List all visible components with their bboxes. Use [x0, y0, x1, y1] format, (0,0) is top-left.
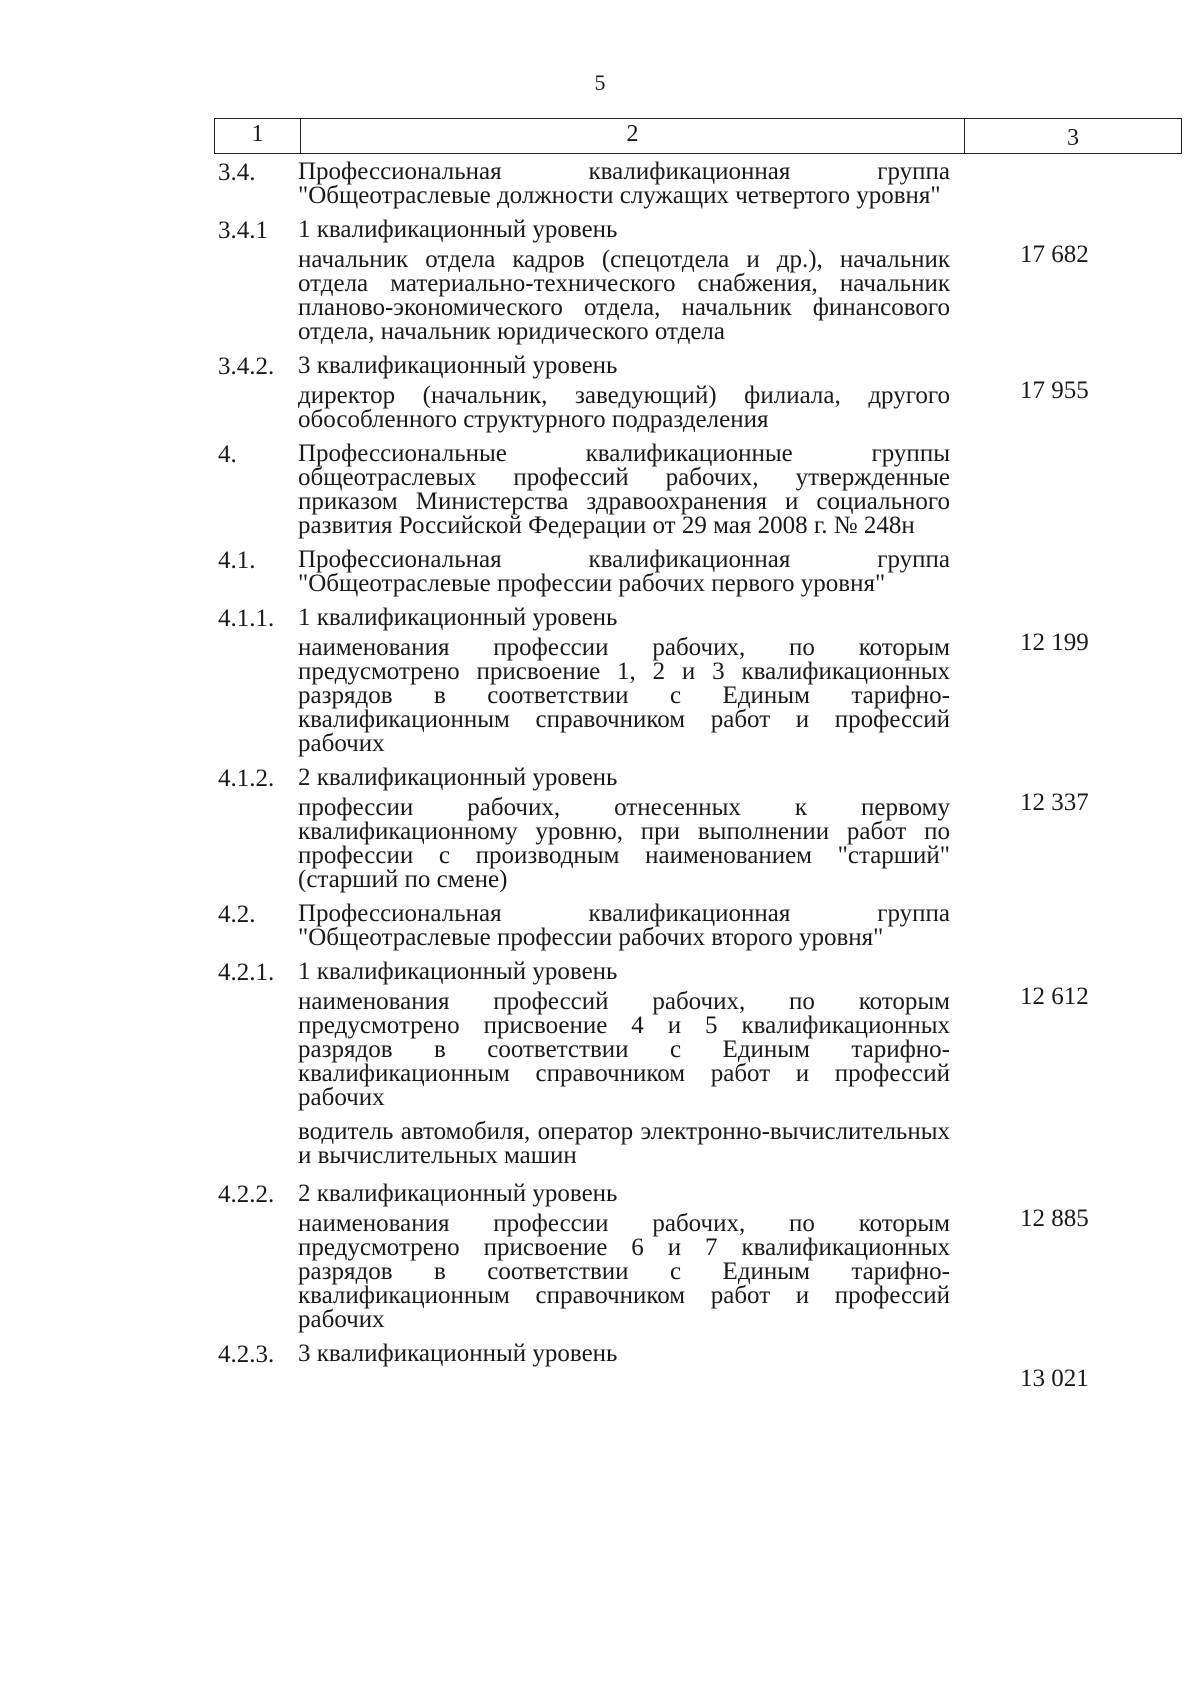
table-row	[0, 216, 1200, 268]
table-row	[0, 160, 1200, 208]
row-text: водитель автомобиля, оператор электронно-вычислительных и вычислительных машин	[298, 1118, 950, 1169]
row-text: 1 квалификационный уровень	[298, 604, 618, 631]
row-text: 3 квалификационный уровень	[298, 1340, 618, 1367]
table-row	[0, 902, 1200, 950]
row-text: Профессиональные квалификационные группы общеотраслевых профессий рабочих, утвержденные приказом Министерства здравоохранения и социального развития Российской Федерации от 29 мая 2008 г. № 248н	[298, 440, 950, 539]
page-number: 5	[594, 70, 606, 95]
row-number: 4.2.3.	[218, 1341, 275, 1368]
table-body	[0, 158, 1200, 1392]
row-text: Профессиональная квалификационная группа "Общеотраслевые должности служащих четвертого уровня"	[298, 158, 950, 209]
row-text: 2 квалификационный уровень	[298, 1180, 618, 1207]
table-header	[214, 118, 1182, 154]
table-row	[0, 958, 1200, 1010]
row-text: 3 квалификационный уровень	[298, 352, 618, 379]
row-number: 4.1.1.	[218, 605, 275, 632]
table-row	[0, 796, 1200, 892]
table-row	[0, 1180, 1200, 1232]
row-text: директор (начальник, заведующий) филиала, другого обособленного структурного подразделения	[298, 382, 950, 433]
table-row	[0, 604, 1200, 656]
row-text: начальник отдела кадров (спецотдела и др.), начальник отдела материально-технического снабжения, начальник планово-экономического отдела, начальник финансового отдела, начальник юридического отдела	[298, 246, 950, 345]
row-number: 3.4.1	[218, 217, 268, 244]
table-row	[0, 990, 1200, 1110]
row-number: 3.4.2.	[218, 353, 275, 380]
row-amount: 12 612	[1020, 983, 1089, 1010]
row-amount: 12 337	[1020, 789, 1089, 816]
row-text: 2 квалификационный уровень	[298, 764, 618, 791]
row-amount: 13 021	[1020, 1365, 1089, 1392]
row-number: 4.1.	[218, 547, 256, 574]
table-row	[0, 1212, 1200, 1332]
row-text: Профессиональная квалификационная группа "Общеотраслевые профессии рабочих первого уровня"	[298, 546, 950, 597]
row-amount: 12 885	[1020, 1205, 1089, 1232]
table-row	[0, 636, 1200, 756]
table-row	[0, 764, 1200, 816]
table-row	[0, 384, 1200, 432]
row-text: наименования профессии рабочих, по которым предусмотрено присвоение 1, 2 и 3 квалификационных разрядов в соответствии с Единым тарифно-квалификационным справочником работ и профессий рабочих	[298, 634, 950, 757]
row-amount: 17 682	[1020, 241, 1089, 268]
table-row	[0, 442, 1200, 538]
row-amount: 17 955	[1020, 377, 1089, 404]
table-row	[0, 548, 1200, 596]
row-number: 4.2.	[218, 901, 256, 928]
table-row	[0, 1120, 1200, 1168]
table-row	[0, 1340, 1200, 1392]
row-text: Профессиональная квалификационная группа "Общеотраслевые профессии рабочих второго уровня"	[298, 900, 950, 951]
table-row	[0, 248, 1200, 344]
row-text: наименования профессии рабочих, по которым предусмотрено присвоение 6 и 7 квалификационных разрядов в соответствии с Единым тарифно-квалификационным справочником работ и профессий рабочих	[298, 1210, 950, 1333]
row-number: 3.4.	[218, 159, 256, 186]
table-row	[0, 352, 1200, 404]
header-col-1: 1	[215, 119, 301, 153]
row-number: 4.1.2.	[218, 765, 275, 792]
row-number: 4.2.2.	[218, 1181, 275, 1208]
header-col-3: 3	[1067, 125, 1079, 151]
row-text: 1 квалификационный уровень	[298, 958, 618, 985]
row-number: 4.2.1.	[218, 959, 275, 986]
row-number: 4.	[218, 441, 237, 468]
header-col-2: 2	[301, 119, 965, 153]
row-text: наименования профессий рабочих, по которым предусмотрено присвоение 4 и 5 квалификационных разрядов в соответствии с Единым тарифно-квалификационным справочником работ и профессий рабочих	[298, 988, 950, 1111]
row-text: 1 квалификационный уровень	[298, 216, 618, 243]
row-amount: 12 199	[1020, 629, 1089, 656]
row-text: профессии рабочих, отнесенных к первому квалификационному уровню, при выполнении работ по профессии с производным наименованием "старший" (старший по смене)	[298, 794, 950, 893]
